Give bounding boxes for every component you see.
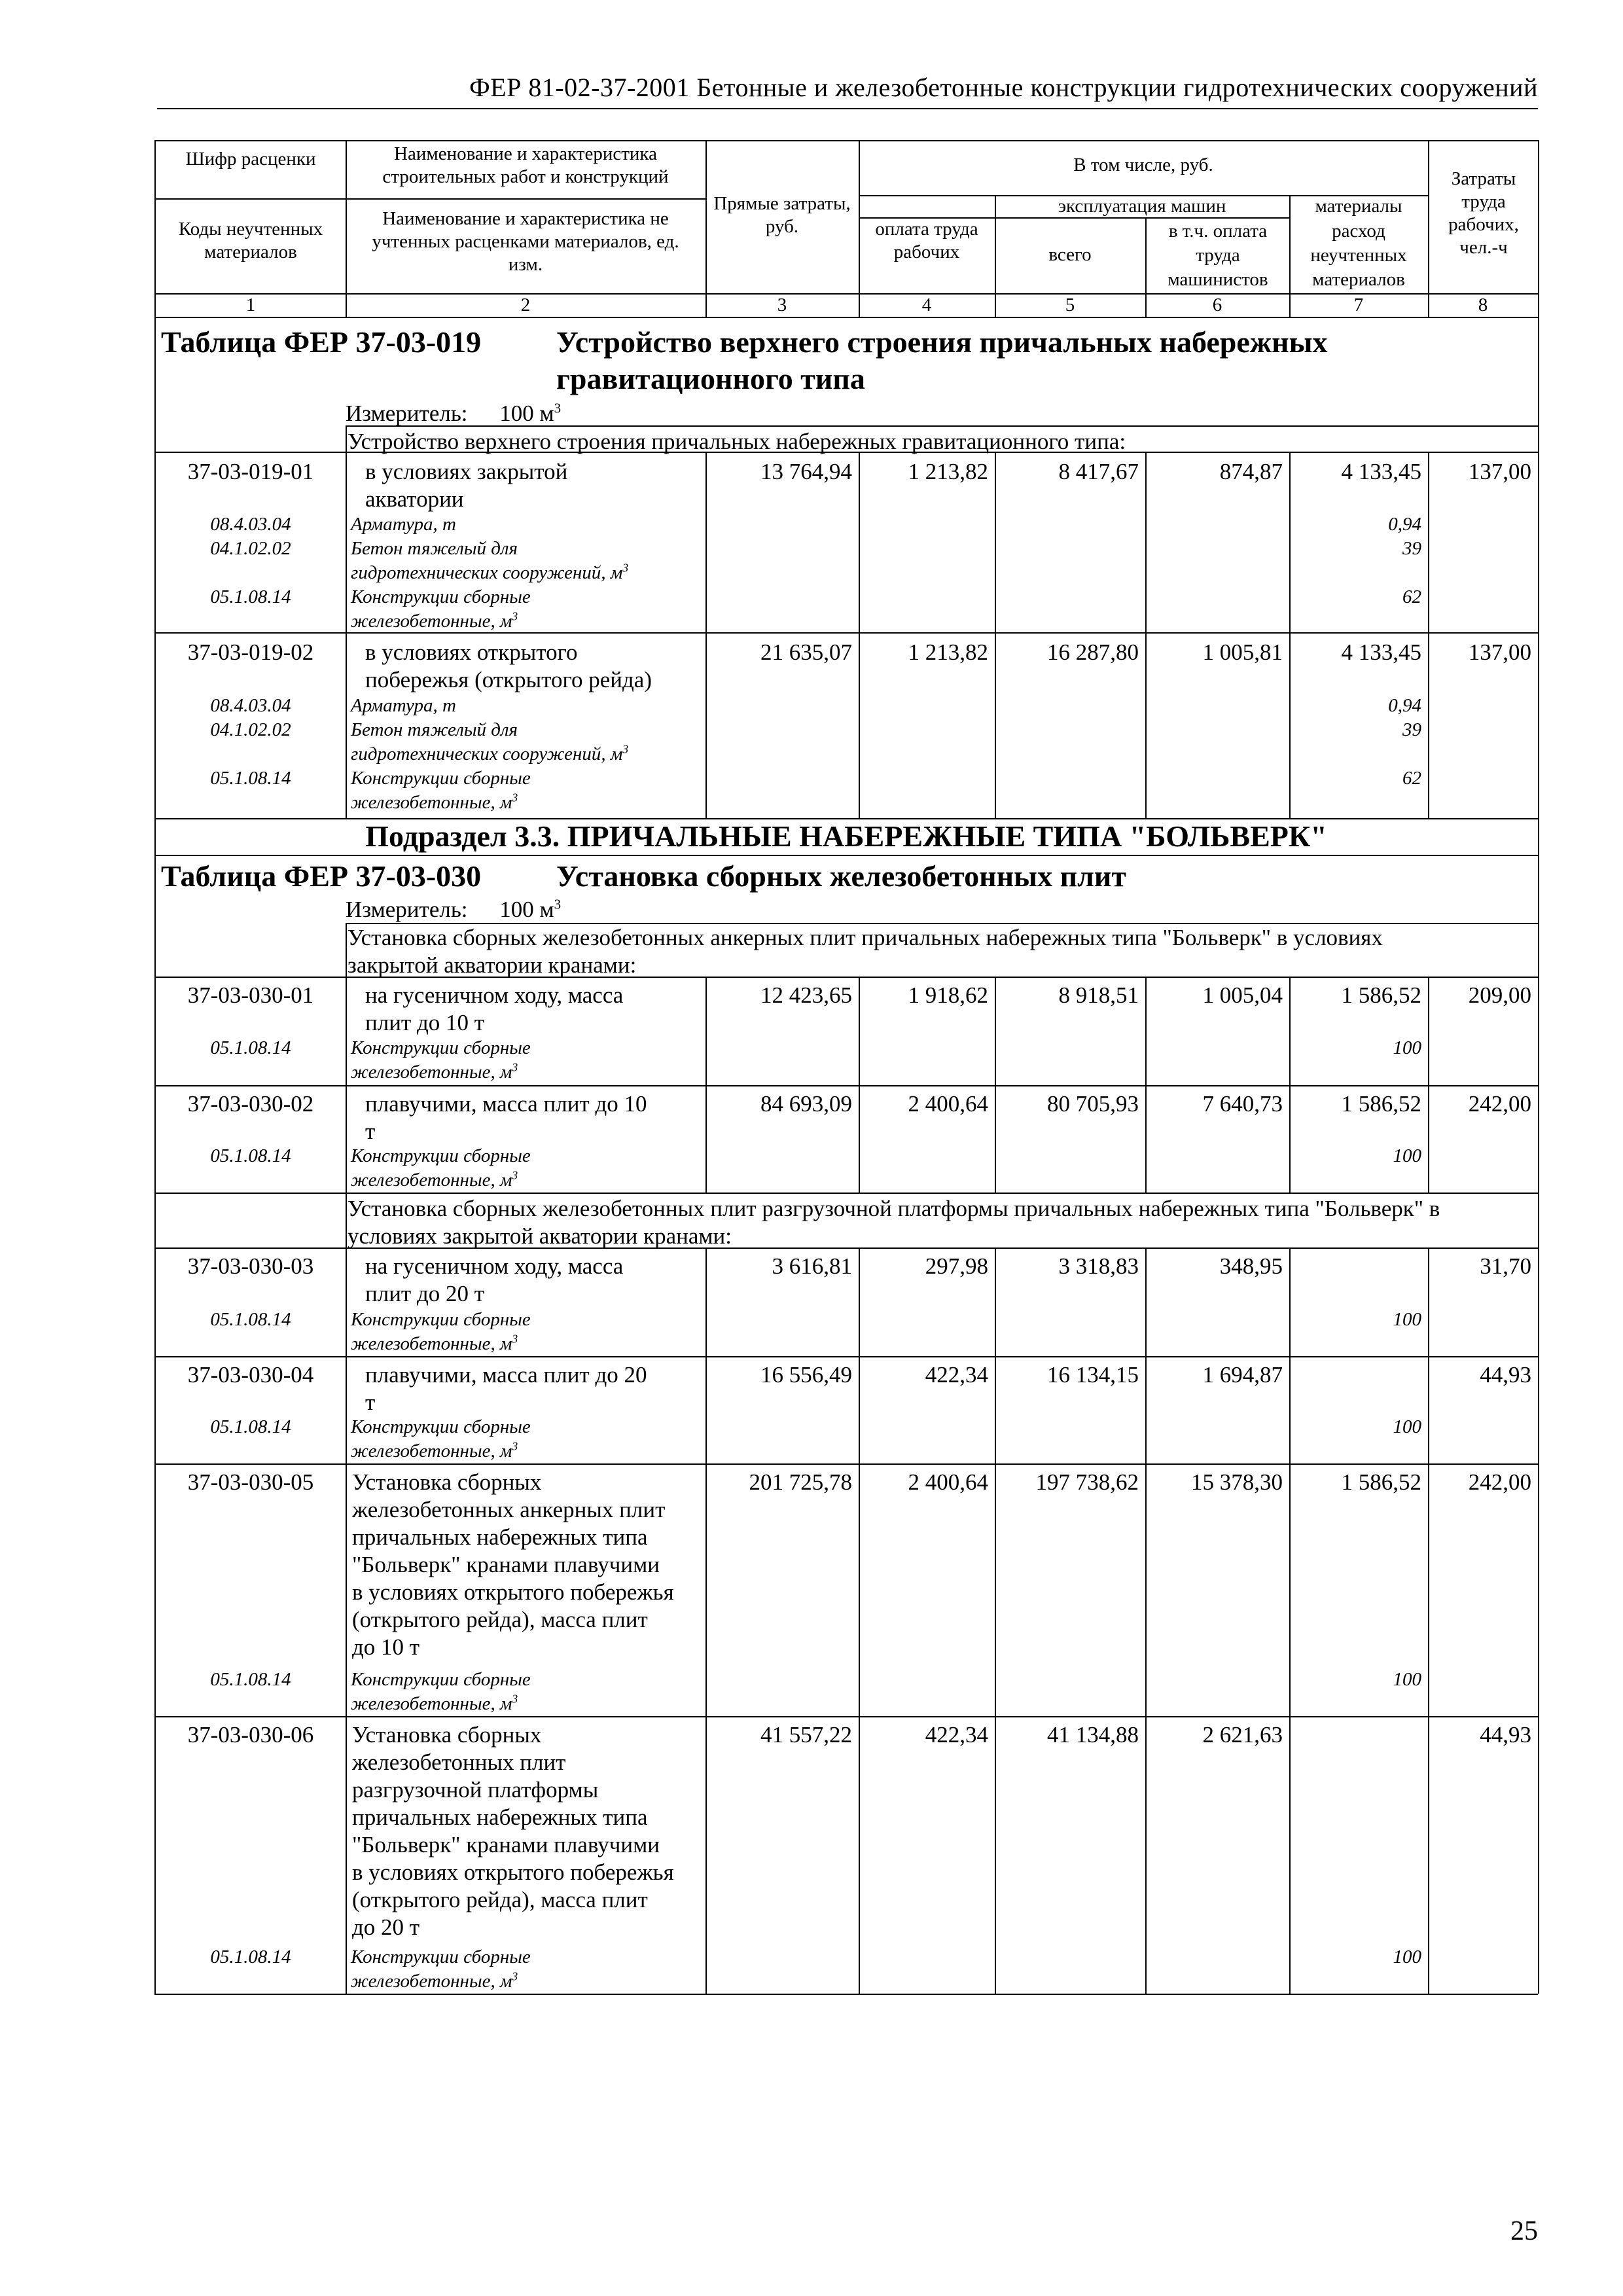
machines-labor-header: в т.ч. оплата труда машинистов: [1168, 221, 1268, 290]
material-qty: 62: [1402, 768, 1421, 789]
col3-header: Прямые затраты, руб.: [713, 193, 851, 237]
material-name-line: гидротехнических сооружений, м: [351, 744, 623, 764]
rate-name-line: в условиях закрытой: [365, 459, 568, 484]
materials-cost: 1 586,52: [1341, 1469, 1421, 1495]
rate-name-line: причальных набережных типа: [352, 1804, 648, 1830]
grid-line: [154, 1994, 1538, 1995]
unit-superscript: 3: [554, 400, 562, 416]
measure-value: 100 м: [499, 401, 554, 426]
rate-name-line: "Больверк" кранами плавучими: [352, 1552, 660, 1577]
rate-name-line: до 10 т: [352, 1634, 420, 1660]
rate-name-line: в условиях открытого: [365, 639, 578, 665]
rate-name-line: Установка сборных: [352, 1469, 542, 1495]
material-code: 05.1.08.14: [210, 586, 291, 607]
col-number: 4: [921, 295, 932, 315]
unit-superscript: 3: [512, 1168, 518, 1182]
rate-name-line: т: [365, 1390, 376, 1415]
table-030-measure: [346, 897, 804, 923]
group-line: Установка сборных железобетонных анкерных плит причальных набережных типа "Больверк" в условиях: [348, 925, 1383, 950]
labor-cost: 2 400,64: [908, 1469, 988, 1495]
material-qty: 100: [1393, 1145, 1421, 1166]
material-code: 08.4.03.04: [210, 695, 291, 716]
labor-cost: 1 213,82: [908, 459, 988, 484]
rate-name-line: плит до 10 т: [365, 1010, 485, 1035]
table-030-group1: [161, 924, 1535, 979]
grid-line: [154, 140, 1538, 141]
machinists-cost: 874,87: [1219, 459, 1283, 484]
rate-name-line: в условиях открытого побережья: [352, 1579, 674, 1605]
material-name-line: железобетонные, м: [351, 1693, 512, 1714]
grid-line: [995, 452, 996, 818]
table-019-group: Устройство верхнего строения причальных набережных гравитационного типа:: [348, 429, 1126, 454]
grid-line: [154, 1193, 1538, 1194]
machinists-cost: 15 378,30: [1191, 1469, 1283, 1495]
table-030-group2: [161, 1195, 1535, 1250]
rate-name-line: Установка сборных: [352, 1722, 542, 1748]
rate-name-line: (открытого рейда), масса плит: [352, 1887, 648, 1912]
rate-name: [347, 1253, 705, 1308]
table-019-prefix: Таблица ФЕР 37-03-019: [161, 325, 482, 359]
material-name-line: железобетонные, м: [351, 1971, 512, 1992]
grid-line: [705, 452, 707, 818]
grid-line: [154, 140, 156, 1994]
machines-header: эксплуатация машин: [1058, 196, 1226, 217]
machines-cost: 41 134,88: [1047, 1722, 1139, 1748]
machinists-cost: 7 640,73: [1202, 1091, 1283, 1117]
group-line: закрытой акватории кранами:: [348, 952, 637, 978]
rate-name-line: т: [365, 1119, 376, 1144]
material-name-line: железобетонные, м: [351, 1441, 512, 1462]
material-qty: 0,94: [1388, 514, 1421, 535]
material-name-line: Конструкции сборные: [351, 1309, 531, 1330]
materials-header: материалы: [1315, 196, 1402, 217]
unit-superscript: 3: [512, 1332, 518, 1346]
labor-hours: 137,00: [1468, 459, 1531, 484]
grid-line: [154, 317, 1538, 318]
material-name-line: Конструкции сборные: [351, 1669, 531, 1690]
grid-line: [705, 1247, 707, 1994]
direct-cost: 12 423,65: [760, 982, 852, 1008]
material-code: 05.1.08.14: [210, 1669, 291, 1690]
material-name: [346, 1945, 705, 1994]
machinists-cost: 1 005,81: [1202, 639, 1283, 665]
material-name: Арматура, т: [351, 695, 456, 716]
material-qty: 39: [1402, 538, 1421, 559]
material-code: 05.1.08.14: [210, 768, 291, 789]
grid-line: [154, 1356, 1538, 1357]
rate-name-line: плавучими, масса плит до 20: [365, 1362, 647, 1388]
rate-name: [347, 1469, 705, 1661]
material-code: 05.1.08.14: [210, 1946, 291, 1967]
grid-line: [859, 452, 860, 818]
machines-cost: 80 705,93: [1047, 1091, 1139, 1117]
grid-line: [1428, 452, 1429, 818]
labor-hours: 31,70: [1480, 1253, 1531, 1279]
labor-cost: 2 400,64: [908, 1091, 988, 1117]
materials-cost: 1 586,52: [1341, 982, 1421, 1008]
rate-name-line: акватории: [365, 486, 464, 512]
material-name: [346, 1415, 705, 1463]
machines-cost: 3 318,83: [1058, 1253, 1139, 1279]
col-number: 8: [1478, 295, 1488, 315]
grid-line: [346, 140, 347, 317]
materials-cost: 4 133,45: [1341, 639, 1421, 665]
machinists-cost: 2 621,63: [1202, 1722, 1283, 1748]
material-code: 05.1.08.14: [210, 1416, 291, 1437]
material-name-line: железобетонные, м: [351, 792, 512, 813]
col-number: 7: [1353, 295, 1364, 315]
unit-superscript: 3: [622, 742, 629, 756]
material-name-line: Конструкции сборные: [351, 768, 531, 789]
rate-name-line: побережья (открытого рейда): [365, 667, 652, 692]
material-name: [346, 1144, 705, 1193]
rate-name-line: железобетонных анкерных плит: [352, 1497, 666, 1522]
machines-cost: 16 287,80: [1047, 639, 1139, 665]
material-name-line: Бетон тяжелый для: [351, 719, 518, 740]
grid-line: [1289, 452, 1291, 818]
rate-name-line: плит до 20 т: [365, 1281, 485, 1306]
material-name-line: Конструкции сборные: [351, 1946, 531, 1967]
material-qty: 62: [1402, 586, 1421, 607]
direct-cost: 84 693,09: [760, 1091, 852, 1117]
unit-superscript: 3: [554, 896, 562, 912]
rate-name-line: разгрузочной платформы: [352, 1777, 599, 1803]
material-name: [346, 718, 705, 766]
material-name: [346, 1308, 705, 1356]
rate-code: 37-03-030-03: [187, 1253, 314, 1279]
machines-cost: 16 134,15: [1047, 1362, 1139, 1388]
col-number: 6: [1212, 295, 1222, 315]
material-qty: 100: [1393, 1309, 1421, 1330]
labor-cost: 1 918,62: [908, 982, 988, 1008]
col-number: 5: [1065, 295, 1075, 315]
grid-line: [859, 1247, 860, 1994]
material-name-line: железобетонные, м: [351, 1170, 512, 1191]
rate-name-line: плавучими, масса плит до 10: [365, 1091, 647, 1117]
rate-name-line: на гусеничном ходу, масса: [365, 982, 624, 1008]
material-name-line: гидротехнических сооружений, м: [351, 562, 623, 583]
col-number: 3: [777, 295, 787, 315]
machinists-cost: 1 694,87: [1202, 1362, 1283, 1388]
material-code: 05.1.08.14: [210, 1309, 291, 1330]
rate-name: [347, 982, 705, 1037]
grid-line: [1145, 1247, 1147, 1994]
grid-line: [1428, 1247, 1429, 1994]
labor-cost: 1 213,82: [908, 639, 988, 665]
materials-cost: 4 133,45: [1341, 459, 1421, 484]
measure-label: Измеритель:: [346, 897, 468, 922]
materials-cost: 1 586,52: [1341, 1091, 1421, 1117]
rate-name-line: железобетонных плит: [352, 1749, 566, 1775]
measure-value: 100 м: [499, 897, 554, 922]
material-code: 05.1.08.14: [210, 1145, 291, 1166]
table-030-prefix: Таблица ФЕР 37-03-030: [161, 859, 482, 893]
rate-code: 37-03-030-01: [187, 982, 314, 1008]
grid-line: [154, 855, 1538, 856]
col-number: 2: [520, 295, 531, 315]
rate-name-line: в условиях открытого побережья: [352, 1859, 674, 1885]
machines-total-header: всего: [1048, 244, 1092, 265]
unit-superscript: 3: [512, 1439, 518, 1453]
materials-sub-header: расход неучтенных материалов: [1310, 221, 1407, 290]
material-name-line: Конструкции сборные: [351, 1416, 531, 1437]
grid-line: [995, 1247, 996, 1994]
labor-hours: 242,00: [1468, 1091, 1531, 1117]
grid-line: [1538, 140, 1539, 1994]
grid-line: [1145, 452, 1147, 818]
rate-name-line: (открытого рейда), масса плит: [352, 1607, 648, 1632]
material-qty: 39: [1402, 719, 1421, 740]
col1-header-bottom: Коды неучтенных материалов: [178, 219, 323, 262]
unit-superscript: 3: [512, 791, 518, 804]
direct-cost: 21 635,07: [760, 639, 852, 665]
table-030-title: Установка сборных железобетонных плит: [556, 859, 1126, 893]
machines-cost: 197 738,62: [1035, 1469, 1139, 1495]
rate-name: [347, 1721, 705, 1941]
material-qty: 100: [1393, 1669, 1421, 1690]
labor-header: оплата труда рабочих: [875, 219, 978, 262]
col8-header: Затраты труда рабочих, чел.-ч: [1448, 168, 1519, 258]
rate-code: 37-03-019-02: [187, 639, 314, 665]
grid-line: [705, 140, 707, 317]
header-rule: [157, 108, 1538, 109]
labor-hours: 209,00: [1468, 982, 1531, 1008]
grid-line: [154, 1716, 1538, 1717]
material-qty: 100: [1393, 1946, 1421, 1967]
rate-name: [347, 1361, 705, 1416]
material-name-line: железобетонные, м: [351, 1062, 512, 1083]
rate-name: [347, 458, 705, 513]
rate-code: 37-03-030-02: [187, 1091, 314, 1117]
rate-name: [347, 1090, 705, 1145]
group-line: условиях закрытой акватории кранами:: [348, 1223, 732, 1249]
rate-name-line: до 20 т: [352, 1914, 420, 1940]
material-code: 08.4.03.04: [210, 514, 291, 535]
col2-header-bottom: Наименование и характеристика не учтенных расценками материалов, ед. изм.: [372, 208, 679, 275]
material-name: [346, 1668, 705, 1716]
material-qty: 100: [1393, 1416, 1421, 1437]
material-code: 05.1.08.14: [210, 1037, 291, 1058]
material-code: 04.1.02.02: [210, 538, 291, 559]
material-qty: 0,94: [1388, 695, 1421, 716]
subsection-title: Подраздел 3.3. ПРИЧАЛЬНЫЕ НАБЕРЕЖНЫЕ ТИПА "БОЛЬВЕРК": [365, 819, 1327, 853]
machines-cost: 8 918,51: [1058, 982, 1139, 1008]
labor-hours: 137,00: [1468, 639, 1531, 665]
labor-cost: 422,34: [925, 1362, 988, 1388]
labor-cost: 297,98: [925, 1253, 988, 1279]
grid-line: [154, 1463, 1538, 1465]
unit-superscript: 3: [512, 609, 518, 623]
table-019-measure: [346, 401, 804, 427]
unit-superscript: 3: [622, 561, 629, 575]
material-name: [346, 537, 705, 585]
material-name-line: Конструкции сборные: [351, 1145, 531, 1166]
labor-hours: 44,93: [1480, 1722, 1531, 1748]
rate-name-line: причальных набережных типа: [352, 1524, 648, 1550]
grid-line: [154, 198, 705, 200]
unit-superscript: 3: [512, 1969, 518, 1983]
direct-cost: 3 616,81: [772, 1253, 852, 1279]
material-name-line: Конструкции сборные: [351, 1037, 531, 1058]
direct-cost: 13 764,94: [760, 459, 852, 484]
machinists-cost: 348,95: [1219, 1253, 1283, 1279]
labor-hours: 242,00: [1468, 1469, 1531, 1495]
labor-hours: 44,93: [1480, 1362, 1531, 1388]
grid-line: [1289, 1247, 1291, 1994]
page-number: 25: [1510, 2216, 1538, 2246]
rate-code: 37-03-030-04: [187, 1362, 314, 1388]
material-qty: 100: [1393, 1037, 1421, 1058]
measure-label: Измеритель:: [346, 401, 468, 426]
machinists-cost: 1 005,04: [1202, 982, 1283, 1008]
incl-header: В том числе, руб.: [1073, 154, 1213, 175]
rate-name: [347, 639, 705, 694]
direct-cost: 16 556,49: [760, 1362, 852, 1388]
material-name-line: железобетонные, м: [351, 611, 512, 632]
material-name-line: Конструкции сборные: [351, 586, 531, 607]
grid-line: [154, 1085, 1538, 1086]
table-019-title-line1: Устройство верхнего строения причальных набережных: [556, 325, 1328, 359]
labor-cost: 422,34: [925, 1722, 988, 1748]
col-number: 1: [245, 295, 256, 315]
rate-code: 37-03-030-06: [187, 1722, 314, 1748]
grid-line: [154, 293, 1538, 295]
unit-superscript: 3: [512, 1060, 518, 1074]
rate-name-line: на гусеничном ходу, масса: [365, 1253, 624, 1279]
rate-code: 37-03-030-05: [187, 1469, 314, 1495]
direct-cost: 41 557,22: [760, 1722, 852, 1748]
col1-header-top: Шифр расценки: [185, 149, 316, 170]
material-name: [346, 766, 705, 815]
material-name-line: железобетонные, м: [351, 1333, 512, 1354]
col2-header-top: Наименование и характеристика строительных работ и конструкций: [382, 143, 669, 187]
material-name: Арматура, т: [351, 514, 456, 535]
machines-cost: 8 417,67: [1058, 459, 1139, 484]
material-name-line: Бетон тяжелый для: [351, 538, 518, 559]
rate-code: 37-03-019-01: [187, 459, 314, 484]
table-019-title-line2: гравитационного типа: [556, 362, 865, 395]
page-header: ФЕР 81-02-37-2001 Бетонные и железобетонные конструкции гидротехнических сооружений: [469, 73, 1538, 102]
material-name: [346, 585, 705, 634]
material-code: 04.1.02.02: [210, 719, 291, 740]
rate-name-line: "Больверк" кранами плавучими: [352, 1832, 660, 1857]
group-line: Установка сборных железобетонных плит разгрузочной платформы причальных набережных типа "Больверк" в: [348, 1196, 1440, 1221]
unit-superscript: 3: [512, 1692, 518, 1706]
direct-cost: 201 725,78: [749, 1469, 852, 1495]
material-name: [346, 1036, 705, 1085]
